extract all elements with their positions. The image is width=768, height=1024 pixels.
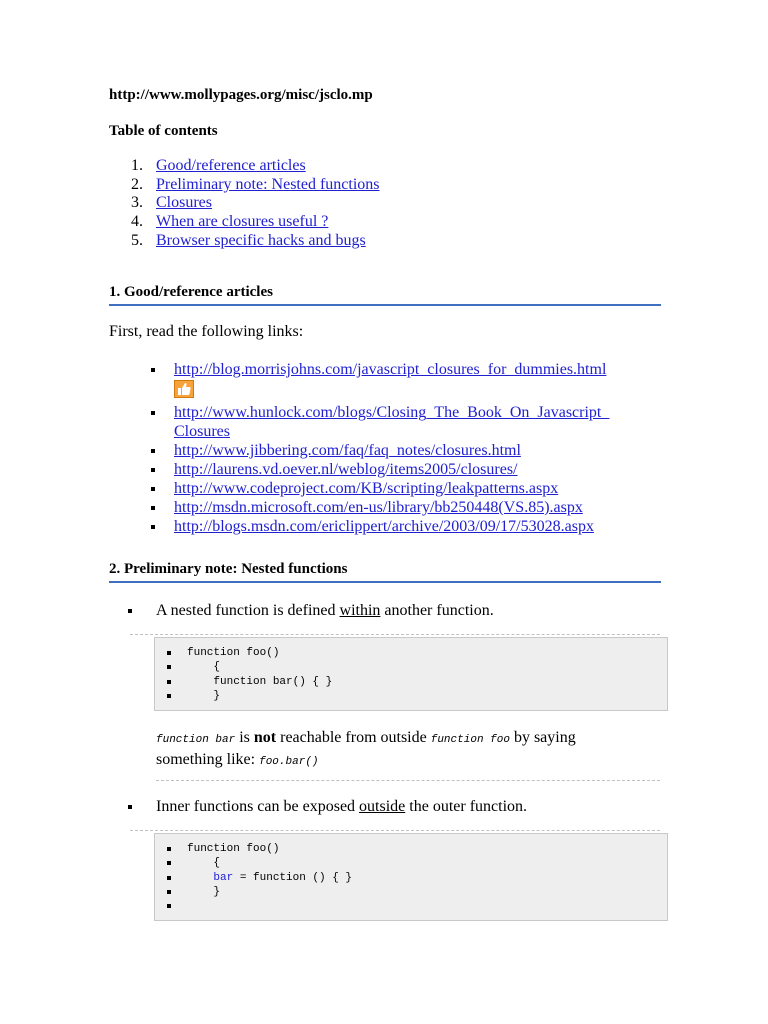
- link-hunlock-continued[interactable]: Closures: [174, 423, 230, 440]
- code-block-exposed: [154, 833, 668, 921]
- bullet-text: the outer function.: [405, 798, 528, 815]
- code-block-nested: [154, 637, 668, 711]
- list-item: [148, 517, 609, 536]
- code-line: [155, 885, 667, 899]
- code-line: [155, 660, 667, 674]
- section2-heading: 2. Preliminary note: Nested functions: [109, 561, 348, 577]
- code-text: }: [187, 885, 221, 898]
- code-text: {: [187, 857, 221, 870]
- code-text: [187, 872, 213, 884]
- bullet-square: [167, 890, 171, 894]
- bullet-square: [151, 468, 155, 472]
- bullet-text: another function.: [380, 602, 494, 619]
- bullet-square: [128, 805, 132, 809]
- code-inline: function bar: [156, 734, 236, 746]
- list-item: [148, 441, 609, 460]
- emphasis-within: within: [339, 602, 381, 619]
- toc-item: [109, 232, 380, 251]
- link-msdn-ericlippert[interactable]: http://blogs.msdn.com/ericlippert/archive/2003/09/17/53028.aspx: [174, 518, 594, 535]
- bullet-square: [167, 847, 171, 851]
- emphasis-not: not: [253, 729, 277, 746]
- toc-number: 5.: [131, 231, 143, 249]
- code-variable: bar: [213, 871, 234, 884]
- bullet-square: [128, 609, 132, 613]
- separator: [156, 780, 660, 781]
- note-text: by saying something like:: [156, 729, 576, 768]
- link-msdn-library[interactable]: http://msdn.microsoft.com/en-us/library/bb250448(VS.85).aspx: [174, 499, 583, 516]
- list-item: [148, 460, 609, 479]
- toc-number: 1.: [131, 157, 143, 174]
- bullet-square: [167, 904, 171, 908]
- toc-number: 4.: [131, 213, 143, 231]
- code-text: function bar() { }: [187, 675, 333, 688]
- code-line: [155, 871, 667, 885]
- note-text: is: [235, 729, 254, 746]
- code-text: }: [187, 689, 221, 702]
- header-url: http://www.mollypages.org/misc/jsclo.mp: [109, 87, 373, 103]
- section1-rule: [109, 304, 661, 306]
- code-line: [155, 856, 667, 870]
- list-item: [148, 403, 609, 441]
- toc-link-browser-hacks[interactable]: Browser specific hacks and bugs: [156, 231, 366, 249]
- bullet-square: [151, 368, 155, 372]
- toc-item: [109, 213, 380, 232]
- separator: [130, 634, 660, 635]
- section2-rule: [109, 581, 661, 583]
- section1-heading: 1. Good/reference articles: [109, 284, 273, 300]
- code-line: [155, 646, 667, 660]
- bullet-square: [151, 487, 155, 491]
- link-morrisjohns[interactable]: http://blog.morrisjohns.com/javascript_closures_for_dummies.html: [174, 361, 607, 378]
- nested-function-bullet: [128, 602, 494, 620]
- note-paragraph: [156, 728, 636, 772]
- link-hunlock[interactable]: http://www.hunlock.com/blogs/Closing_The_Book_On_Javascript_: [174, 404, 610, 421]
- bullet-square: [167, 665, 171, 669]
- inner-function-bullet: [128, 798, 527, 816]
- separator: [130, 830, 660, 831]
- bullet-square: [167, 861, 171, 865]
- toc-title: Table of contents: [109, 123, 218, 139]
- bullet-square: [167, 694, 171, 698]
- bullet-square: [151, 506, 155, 510]
- note-text: reachable from outside: [276, 729, 431, 746]
- bullet-text: A nested function is defined: [156, 602, 340, 619]
- bullet-text: Inner functions can be exposed: [156, 798, 360, 815]
- bullet-square: [167, 876, 171, 880]
- code-text: = function () { }: [233, 871, 353, 884]
- thumbs-up-icon[interactable]: [174, 380, 194, 398]
- toc-number: 3.: [131, 194, 143, 212]
- link-laurens[interactable]: http://laurens.vd.oever.nl/weblog/items2005/closures/: [174, 461, 518, 478]
- toc-item: [109, 194, 380, 213]
- link-codeproject[interactable]: http://www.codeproject.com/KB/scripting/leakpatterns.aspx: [174, 480, 559, 497]
- emphasis-outside: outside: [359, 798, 406, 815]
- code-text: function foo(): [187, 843, 280, 855]
- code-inline: function foo: [430, 734, 510, 746]
- list-item: [148, 360, 609, 403]
- bullet-square: [151, 525, 155, 529]
- toc-link-nested-functions[interactable]: Preliminary note: Nested functions: [156, 175, 380, 193]
- toc-link-closures[interactable]: Closures: [156, 194, 212, 212]
- list-item: [148, 479, 609, 498]
- bullet-square: [167, 651, 171, 655]
- bullet-square: [151, 449, 155, 453]
- toc-list: [109, 157, 380, 250]
- code-text: {: [187, 661, 221, 674]
- reference-link-list: [148, 360, 609, 536]
- toc-item: [109, 176, 380, 195]
- code-inline: foo.bar(): [259, 756, 319, 768]
- code-line: [155, 689, 667, 703]
- code-line: [155, 675, 667, 689]
- code-line: [155, 899, 667, 913]
- toc-link-when-useful[interactable]: When are closures useful ?: [156, 213, 329, 231]
- toc-link-good-reference[interactable]: Good/reference articles: [156, 157, 306, 174]
- bullet-square: [167, 680, 171, 684]
- list-item: [148, 498, 609, 517]
- section1-intro: First, read the following links:: [109, 323, 304, 340]
- toc-number: 2.: [131, 175, 143, 193]
- toc-item: [109, 157, 380, 176]
- code-text: function foo(): [187, 647, 280, 659]
- bullet-square: [151, 411, 155, 415]
- code-line: [155, 842, 667, 856]
- link-jibbering[interactable]: http://www.jibbering.com/faq/faq_notes/closures.html: [174, 442, 521, 459]
